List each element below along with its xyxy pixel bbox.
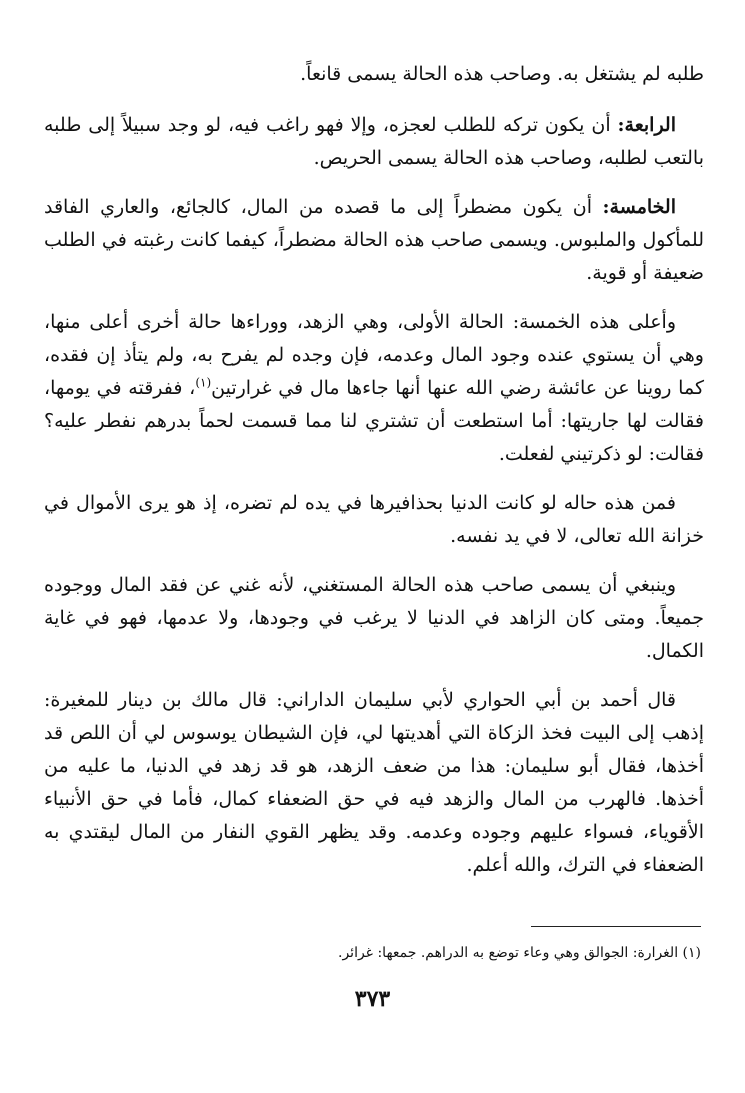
paragraph-continuation: طلبه لم يشتغل به. وصاحب هذه الحالة يسمى قانعاً. bbox=[300, 63, 704, 85]
paragraph-fourth-state bbox=[44, 109, 704, 175]
page-number: ٣٧٣ bbox=[354, 986, 391, 1012]
paragraph-self-sufficient: وينبغي أن يسمى صاحب هذه الحالة المستغني، لأنه غني عن فقد المال ووجوده جميعاً. ومتى كان الزاهد في الدنيا لا يرغب في وجودها، ولا عدمها، فهو في غاية الكمال. bbox=[44, 574, 704, 662]
paragraph-text-fifth: أن يكون مضطراً إلى ما قصده من المال، كالجائع، والعاري الفاقد للمأكول والملبوس. ويسمى صاحب هذه الحالة مضطراً، كيفما كانت رغبته في الطلب ضعيفة أو قوية. bbox=[44, 196, 704, 284]
paragraph-narration: قال أحمد بن أبي الحواري لأبي سليمان الداراني: قال مالك بن دينار للمغيرة: إذهب إلى البيت فخذ الزكاة التي أهديتها لي، فإن الشيطان يوسوس لي أن اللص قد أخذها، فقال أبو سليمان: هذا من ضعف الزهد، هو قد زهد في الدنيا، ما عليه من أخذها. فالهرب من المال والزهد فيه في حق الضعفاء كمال، فأما في حق الأنبياء الأقوياء، فسواء عليهم وجوده وعدمه. وقد يظهر القوي النفار من المال ليقتدي به الضعفاء في الترك، والله أعلم. bbox=[44, 689, 704, 876]
footnote-reference: (١) bbox=[195, 375, 212, 390]
paragraph-heading-fourth: الرابعة: bbox=[617, 114, 676, 136]
paragraph-heading-fifth: الخامسة: bbox=[602, 196, 676, 218]
footnote-divider bbox=[531, 926, 701, 927]
paragraph-fifth-state bbox=[44, 191, 704, 290]
footnote-text: (١) الغرارة: الجوالق وهي وعاء توضع به الدراهم. جمعها: غرائر. bbox=[338, 945, 701, 961]
paragraph-text-highest-b: ، ففرقته في يومها، فقالت لها جاريتها: أما استطعت أن تشتري لنا مما قسمت لحماً بدرهم نفطر عليه؟ فقالت: لو ذكرتيني لفعلت. bbox=[44, 377, 704, 465]
paragraph-world-wealth: فمن هذه حاله لو كانت الدنيا بحذافيرها في يده لم تضره، إذ هو يرى الأموال في خزانة الله تعالى، لا في يد نفسه. bbox=[44, 492, 704, 547]
page-body bbox=[44, 58, 704, 898]
paragraph-highest-state bbox=[44, 306, 704, 471]
paragraph-text-fourth: أن يكون تركه للطلب لعجزه، وإلا فهو راغب فيه، لو وجد سبيلاً إلى طلبه بالتعب لطلبه، وصاحب هذه الحالة يسمى الحريص. bbox=[44, 114, 704, 169]
paragraph-text-highest-a: وأعلى هذه الخمسة: الحالة الأولى، وهي الزهد، ووراءها حالة أخرى أعلى منها، وهي أن يستوي عنده وجود المال وعدمه، فإن وجده لم يفرح به، ولم يتأذ إن فقده، كما روينا عن عائشة رضي الله عنها أنها جاءها مال في غرارتين bbox=[44, 311, 704, 399]
